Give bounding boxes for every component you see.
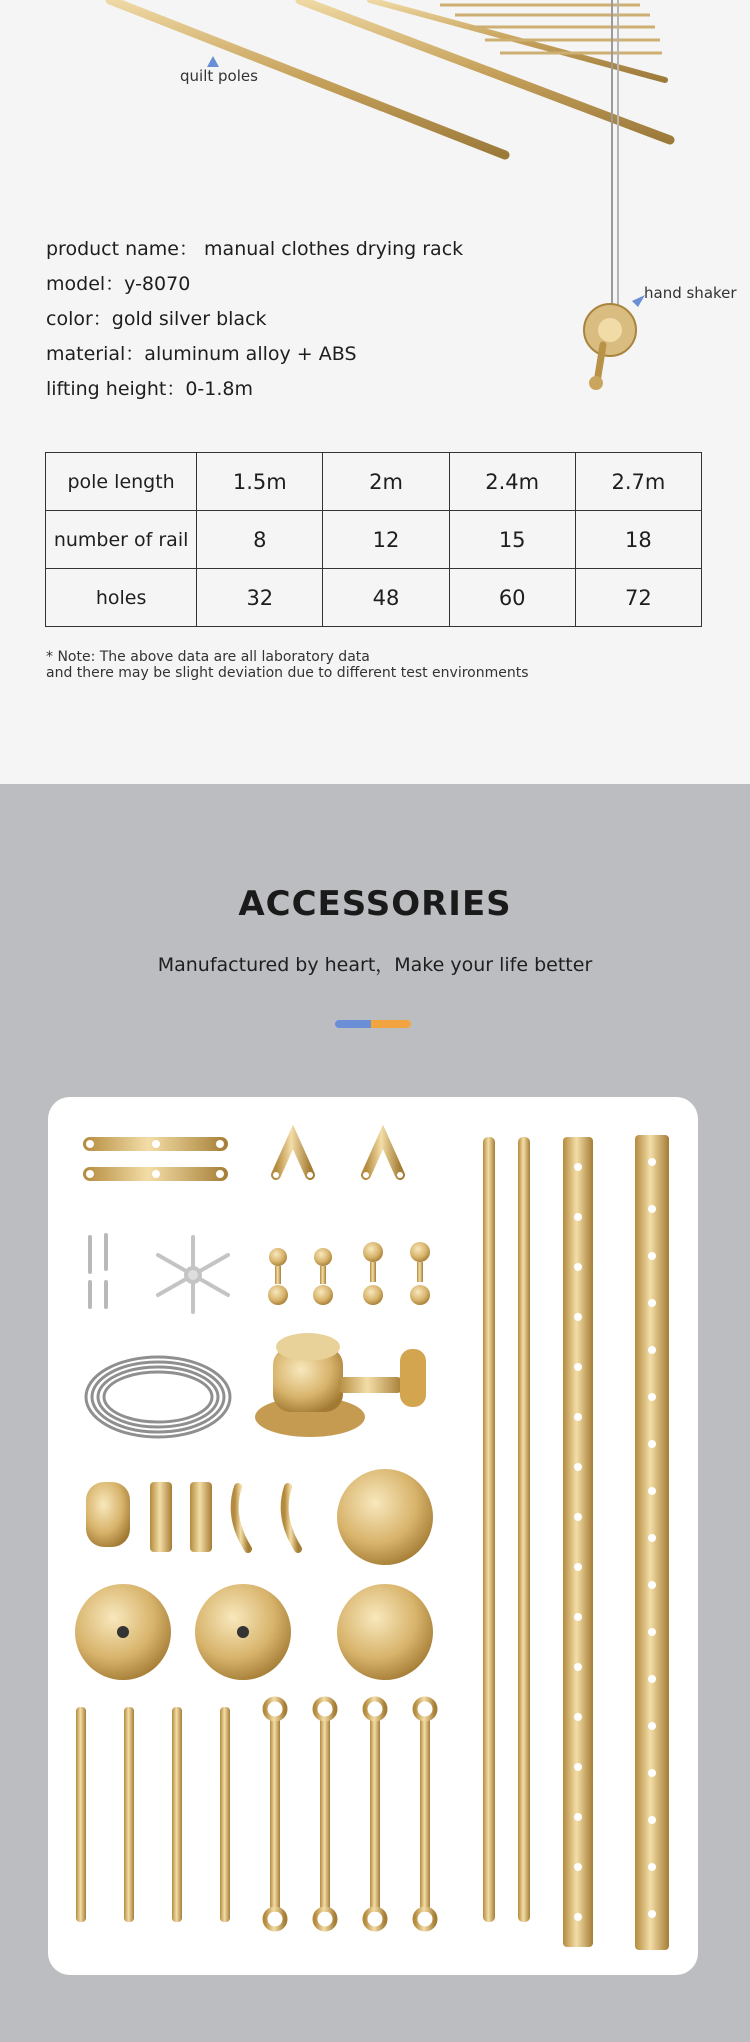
footnote-line-1: * Note: The above data are all laboratory data [46, 649, 370, 665]
table-cell: 18 [575, 511, 701, 569]
table-cell: 15 [449, 511, 575, 569]
table-cell: 32 [197, 569, 323, 627]
table-cell: 2m [323, 453, 449, 511]
accent-divider [335, 1020, 411, 1028]
hand-crank-icon [255, 1333, 426, 1437]
table-cell: 8 [197, 511, 323, 569]
table-row [46, 569, 702, 627]
table-row [46, 453, 702, 511]
specifications-section [0, 0, 750, 784]
spec-material: material：aluminum alloy + ABS [46, 343, 357, 365]
table-cell: 2.7m [575, 453, 701, 511]
wire-coil-icon [86, 1357, 230, 1437]
hand-shaker-label: hand shaker [644, 284, 737, 302]
table-row-header: holes [46, 569, 197, 627]
footnote-line-2: and there may be slight deviation due to different test environments [46, 665, 529, 681]
accessories-subtitle: Manufactured by heart，Make your life better [157, 954, 593, 976]
accent-blue-segment [335, 1020, 371, 1028]
hand-shaker-icon [584, 304, 636, 390]
quilt-poles-label: quilt poles [180, 67, 258, 85]
table-cell: 72 [575, 569, 701, 627]
spec-color: color：gold silver black [46, 308, 267, 330]
v-bracket-icon [276, 1137, 400, 1175]
accessories-section [0, 784, 750, 2042]
table-cell: 60 [449, 569, 575, 627]
footnote [46, 649, 529, 681]
accessories-parts-card [48, 1097, 698, 1975]
knob-screw-icon [268, 1242, 430, 1305]
table-cell: 1.5m [197, 453, 323, 511]
spec-table [45, 452, 702, 627]
rod-ring-icon [265, 1699, 435, 1929]
table-cell: 2.4m [449, 453, 575, 511]
accessories-title: ACCESSORIES [238, 884, 512, 924]
quilt-pointer-icon [207, 56, 219, 67]
short-rod-icon [76, 1707, 430, 1922]
clip-bracket-icon [86, 1482, 298, 1552]
long-pole-icon [483, 1135, 669, 1950]
screw-pin-icon [90, 1235, 106, 1307]
spec-lifting-height: lifting height：0-1.8m [46, 378, 254, 400]
table-cell: 12 [323, 511, 449, 569]
table-row-header: pole length [46, 453, 197, 511]
spec-product-name: product name： manual clothes drying rack [46, 238, 464, 260]
accessory-parts-illustration [48, 1097, 698, 1975]
spec-list [46, 232, 463, 407]
table-cell: 48 [323, 569, 449, 627]
accent-orange-segment [371, 1020, 411, 1028]
link-plate-icon [83, 1137, 228, 1181]
spec-model: model：y-8070 [46, 273, 191, 295]
table-row [46, 511, 702, 569]
star-connector-icon [158, 1237, 228, 1312]
table-row-header: number of rail [46, 511, 197, 569]
